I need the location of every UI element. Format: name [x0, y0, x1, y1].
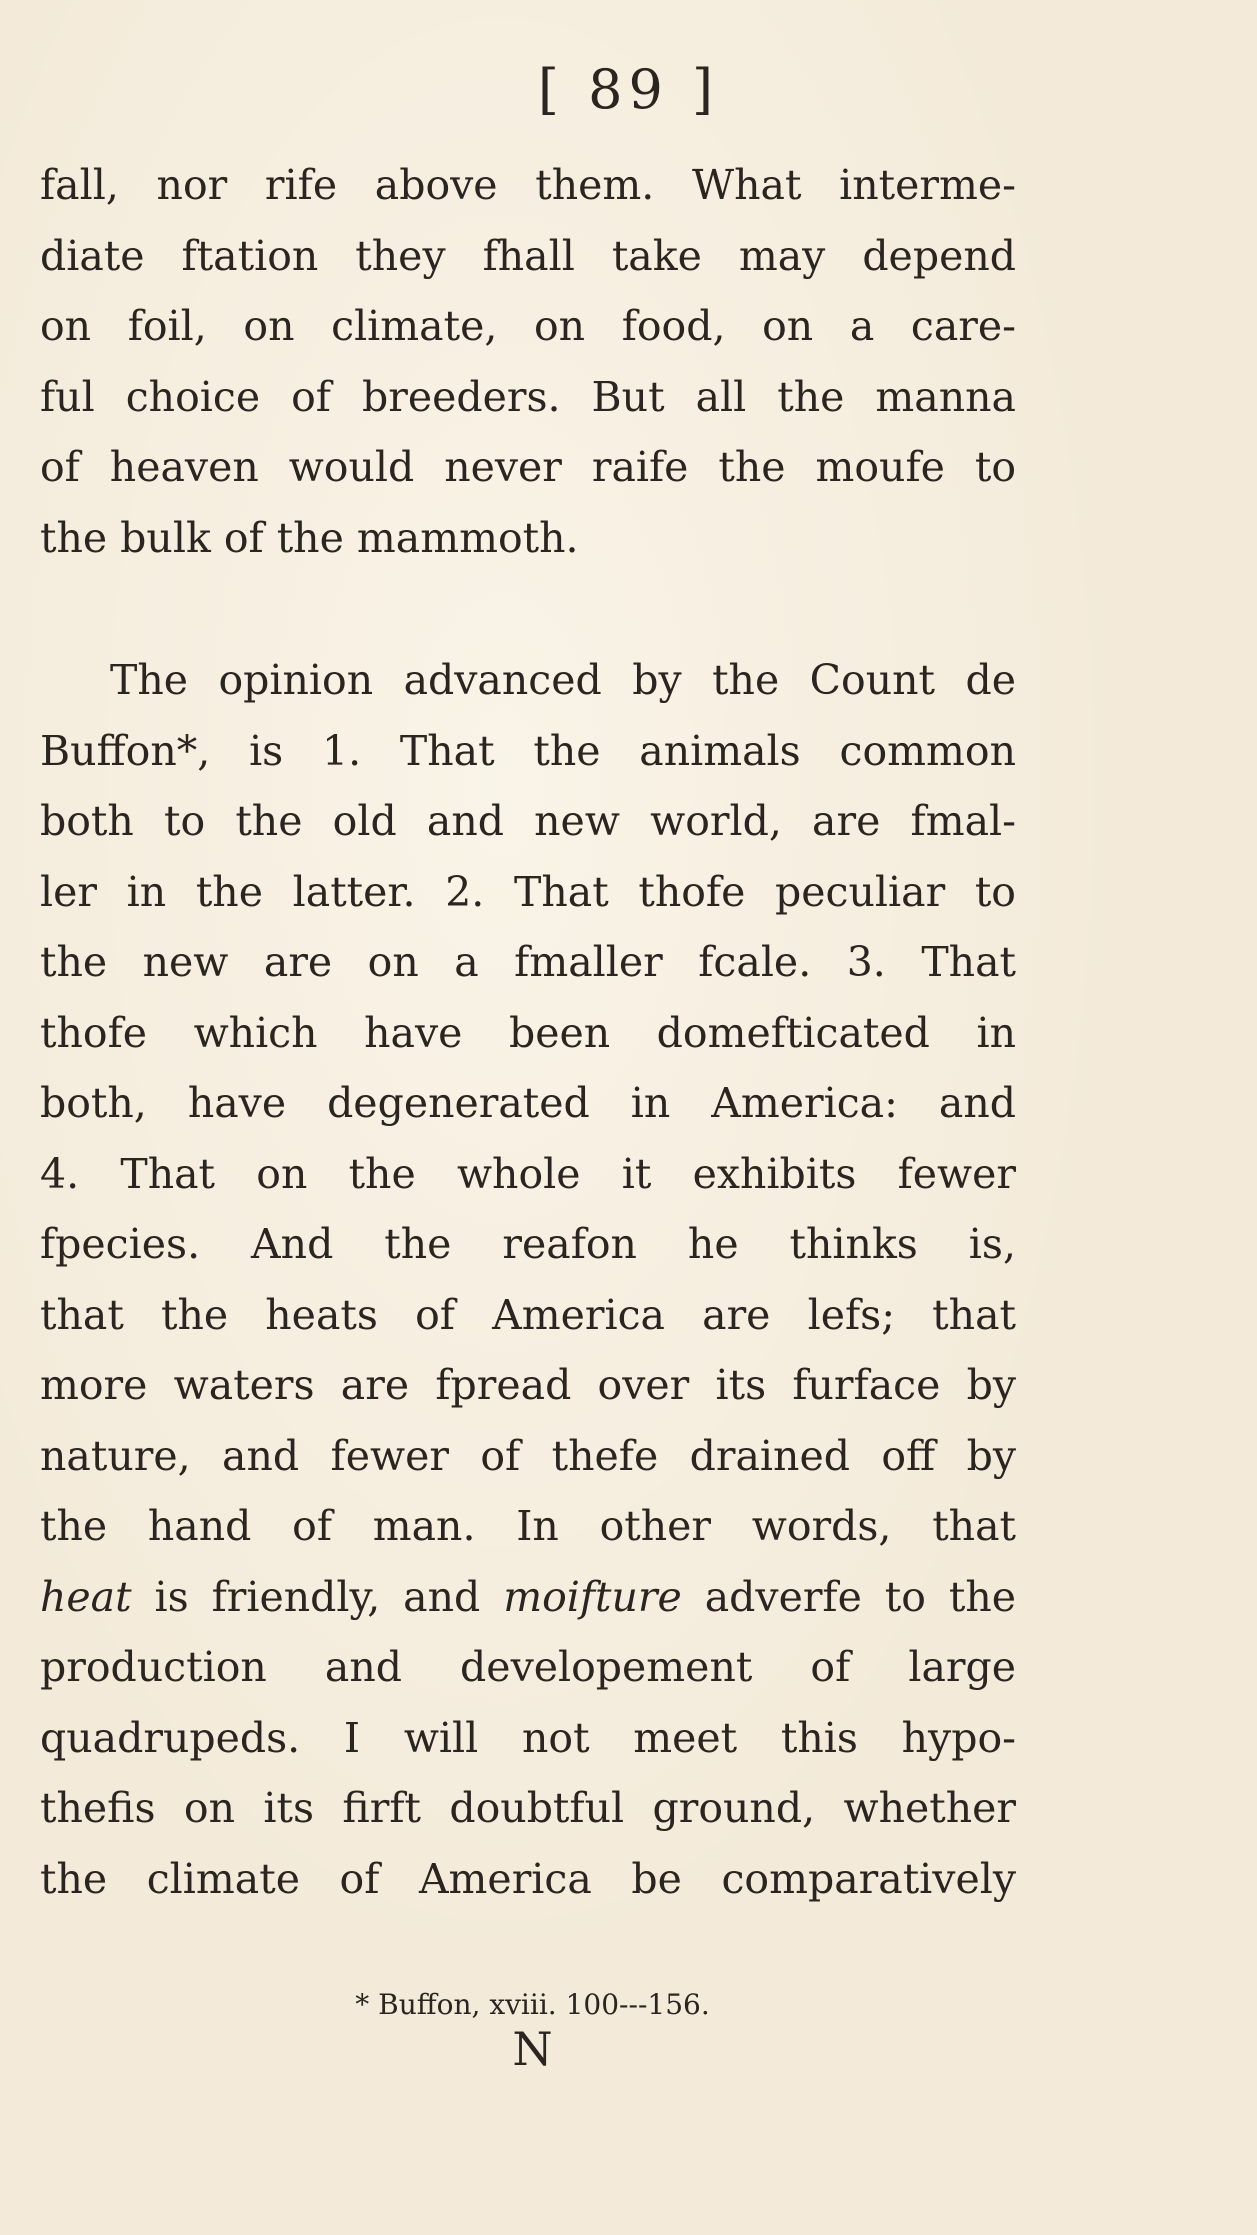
text-line: the hand of man. In other words, that — [40, 1502, 1016, 1550]
text-line: nature, and fewer of thefe drained off by — [40, 1431, 1016, 1480]
body-text — [40, 150, 1016, 1914]
text-line: ful choice of breeders. But all the manna — [40, 372, 1016, 421]
text-fragment: adverfe to the — [681, 1572, 1017, 1621]
text-line: that the heats of America are lefs; that — [40, 1290, 1016, 1339]
text-line: diate ftation they fhall take may depend — [40, 231, 1016, 280]
text-line: the climate of America be comparatively — [40, 1854, 1016, 1903]
text-line: fall, nor rife above them. What interme- — [40, 161, 1016, 209]
paragraph-gap — [40, 573, 1016, 645]
text-line: of heaven would never raife the moufe to — [40, 443, 1016, 491]
text-line: more waters are fpread over its furface by — [40, 1361, 1016, 1409]
text-line: The opinion advanced by the Count de — [110, 656, 1016, 704]
text-line: quadrupeds. I will not meet this hypo- — [40, 1713, 1016, 1762]
text-line: ler in the latter. 2. That thofe peculiar to — [40, 867, 1016, 916]
text-line: production and developement of large — [40, 1643, 1016, 1691]
text-line: the new are on a fmaller fcale. 3. That — [40, 938, 1016, 986]
text-line: thefis on its firft doubtful ground, whether — [40, 1784, 1016, 1832]
text-line: Buffon*, is 1. That the animals common — [40, 726, 1016, 775]
text-line: both to the old and new world, are fmal- — [40, 797, 1016, 845]
text-fragment: is friendly, and — [131, 1572, 504, 1621]
signature-mark: N — [512, 2022, 553, 2076]
text-line: on foil, on climate, on food, on a care- — [40, 302, 1016, 350]
italic-word-moisture: moifture — [503, 1572, 682, 1621]
footnote: * Buffon, xviii. 100---156. — [355, 1988, 710, 2021]
text-line: thofe which have been domefticated in — [40, 1008, 1016, 1057]
text-line: both, have degenerated in America: and — [40, 1079, 1016, 1127]
italic-word-heat: heat — [40, 1572, 132, 1621]
page-number-header: [ 89 ] — [537, 58, 720, 121]
text-line: fpecies. And the reafon he thinks is, — [40, 1220, 1016, 1268]
text-line: the bulk of the mammoth. — [40, 513, 579, 562]
text-line-italic-terms — [40, 1562, 1016, 1633]
text-line: 4. That on the whole it exhibits fewer — [40, 1149, 1016, 1198]
